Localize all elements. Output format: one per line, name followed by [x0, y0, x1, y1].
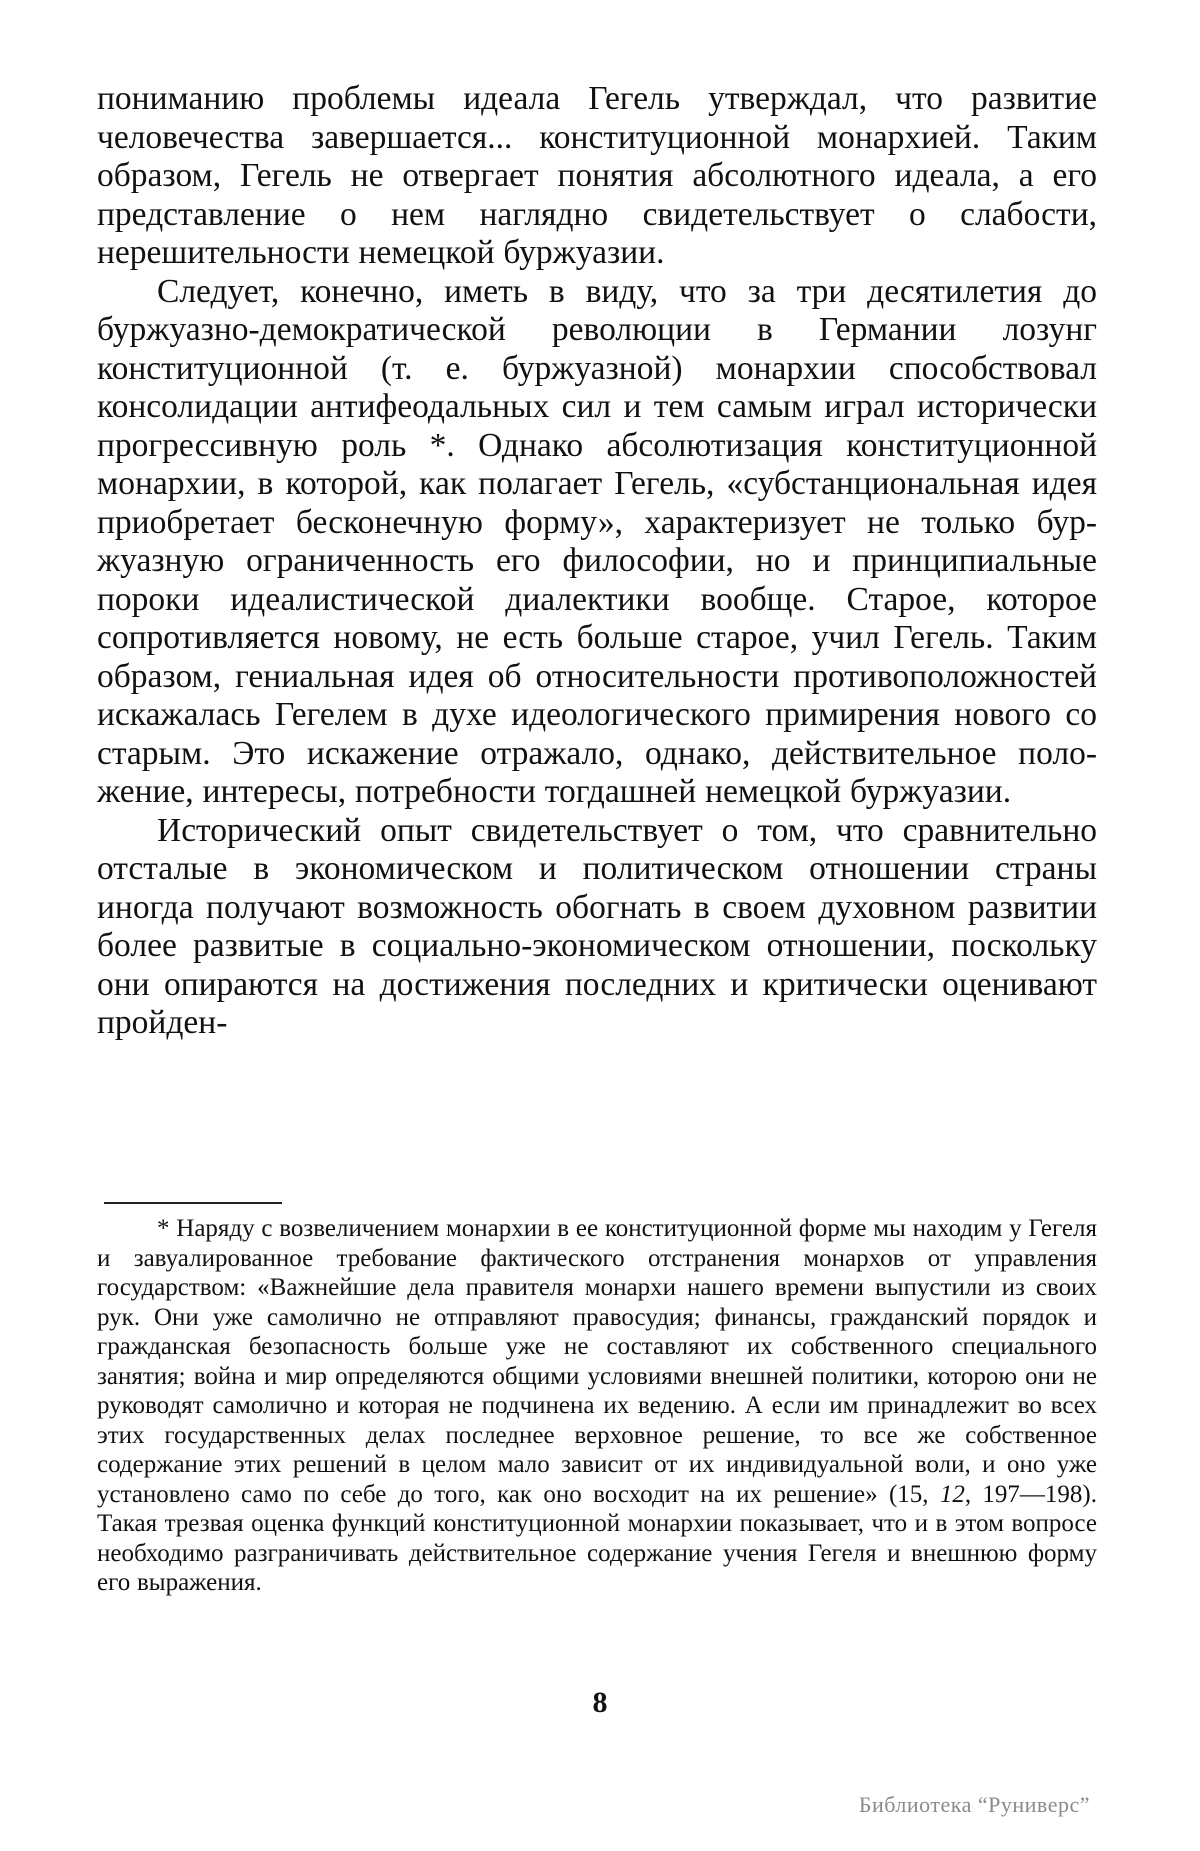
footnote [97, 1214, 1097, 1598]
paragraph-1: пониманию проблемы идеала Гегель утверждал, что развитие человечества завершается... конституционной монархией. Таким образом, Гегель не отвергает понятия абсолютного идеала, а его представление о нем наглядно свидетельствует о слабости, нерешительности немецкой буржуазии. [97, 80, 1097, 271]
footnote-separator [104, 1202, 282, 1204]
footnote-text-start: * Наряду с возвеличением монархии в ее конституционной форме мы находим у Гегеля и завуалированное требование фактического отстранения монархов от управления государством: «Важнейшие дела правителя монархи нашего времени выпустили из своих рук. Они уже самолично не отправляют правосудия; финансы, гражданский порядок и гражданская безопасность больше уже не составляют их собственного специального занятия; война и мир определяются общими условиями внешней политики, которою они не руководят самолично и которая не подчинена их ведению. А если им принадлежит во всех этих государственных делах последнее верховное решение, то все же собственное содержание этих решений в целом мало зависит от их индивидуальной воли, и оно уже установлено само по себе до того, как оно восходит на их решение» (15, [97, 1215, 1097, 1508]
main-text [97, 80, 1097, 1043]
paragraph-3: Исторический опыт свидетельствует о том, что сравнительно отсталые в экономическом и политическом отношении страны иногда получают возможность обогнать в своем духовном развитии более развитые в социально-экономическом отношении, поскольку они опираются на достижения последних и критически оценивают пройден- [97, 811, 1097, 1041]
library-watermark: Библиотека “Руниверс” [858, 1792, 1090, 1817]
footnote-volume-number: 12 [939, 1480, 965, 1508]
paragraph-2: Следует, конечно, иметь в виду, что за три десятилетия до буржуазно-демократической революции в Германии лозунг конституционной (т. е. буржуазной) монархии способствовал консолидации антифеодальных сил и тем самым играл исторически прогрессивную роль *. Однако абсолютизация конституционной монархии, в которой, как полагает Гегель, «субстанциональная идея приобретает бесконечную форму», характеризует не только буржуазную ограниченность его философии, но и принципиальные пороки идеалистической диалектики вообще. Старое, которое сопротивляется новому, не есть больше старое, учил Гегель. Таким образом, гениальная идея об относительности противоположностей искажалась Гегелем в духе идеологического примирения нового со старым. Это искажение отражало, однако, действительное положение, интересы, потребности тогдашней немецкой буржуазии. [97, 272, 1097, 810]
page-number: 8 [592, 1686, 608, 1719]
footnote-text-end: , 197—198). Такая трезвая оценка функций конституционной монархии показывает, что и в этом вопросе необходимо разграничивать действительное содержание учения Гегеля и внешнюю форму его выражения. [97, 1480, 1098, 1596]
